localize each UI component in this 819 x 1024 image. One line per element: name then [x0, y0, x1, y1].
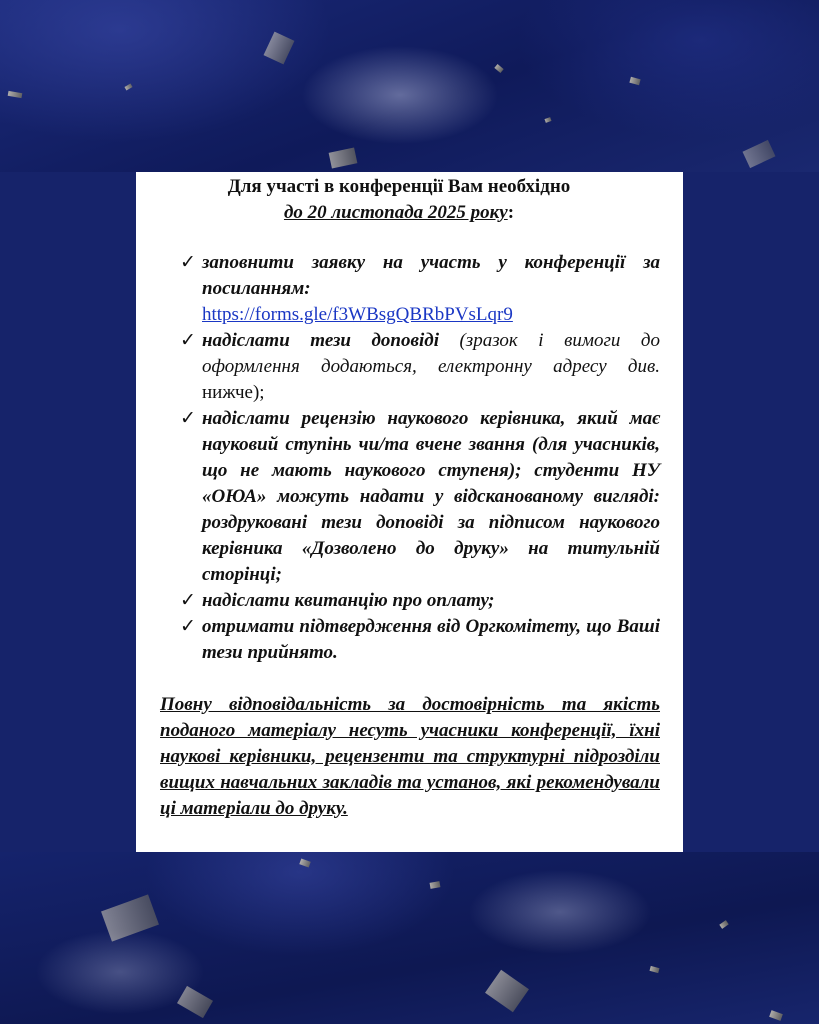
- step-text: заповнити заявку на участь у конференції за посиланням:: [202, 252, 660, 299]
- confetti-decoration: [494, 64, 503, 73]
- registration-form-link[interactable]: https://forms.gle/f3WBsgQBRbPVsLqr9: [202, 304, 513, 325]
- confetti-decoration: [124, 84, 132, 91]
- check-icon: ✓: [180, 408, 196, 429]
- check-icon: ✓: [180, 616, 196, 637]
- deadline-date: до 20 листопада 2025 року: [283, 202, 508, 223]
- confetti-decoration: [430, 881, 441, 889]
- confetti-decoration: [8, 91, 23, 98]
- list-item: [160, 250, 660, 328]
- background-bottom: [0, 852, 819, 1024]
- confetti-decoration: [719, 920, 728, 929]
- confetti-decoration: [650, 966, 660, 973]
- list-item: [160, 588, 660, 614]
- page-title: [160, 174, 660, 226]
- confetti-decoration: [299, 858, 310, 867]
- step-text: надіслати рецензію наукового керівника, який має науковий ступінь чи/та вчене звання (для учасників, що не мають наукового ступеня); студенти НУ «ОЮА» можуть надати у відскан​ованому вигляді: роздруковані тези доповіді за підписом наукового керівника «Дозволено до друку» на титульній сторінці;: [202, 408, 660, 585]
- responsibility-note: Повну відповідальність за достовірність та якість поданого матеріалу несуть учасники конференції, їхні наукові керівники, рецензенти та структурні підрозділи вищих навчальних закладів та установ, які рекомендували ці матеріали до друку.: [160, 694, 660, 819]
- requirements-list: [160, 250, 660, 666]
- confetti-decoration: [101, 894, 159, 941]
- confetti-decoration: [329, 147, 358, 168]
- title-line: Для участі в конференції Вам необхідно: [227, 176, 571, 197]
- confetti-decoration: [629, 77, 640, 85]
- step-text: надіслати тези доповіді: [202, 330, 439, 351]
- step-text: отримати підтвердження від Оргкомітету, що Ваші тези прийнято.: [202, 616, 660, 663]
- list-item: [160, 328, 660, 406]
- check-icon: ✓: [180, 590, 196, 611]
- list-item: [160, 614, 660, 666]
- confetti-decoration: [485, 970, 529, 1012]
- step-text: надіслати квитанцію про оплату;: [202, 590, 495, 611]
- step-note-plain: нижче);: [202, 382, 265, 403]
- background-top: [0, 0, 819, 172]
- info-sheet: [136, 172, 683, 852]
- step-note: (зразок і вимоги до оформлення додаються, електронну адресу див.: [202, 330, 660, 377]
- check-icon: ✓: [180, 330, 196, 351]
- confetti-decoration: [177, 986, 213, 1018]
- confetti-decoration: [264, 32, 295, 65]
- confetti-decoration: [769, 1010, 783, 1021]
- confetti-decoration: [743, 140, 776, 168]
- deadline-line: [160, 200, 638, 226]
- check-icon: ✓: [180, 252, 196, 273]
- info-content: [160, 174, 660, 822]
- deadline-colon: :: [507, 202, 515, 223]
- list-item: [160, 406, 660, 588]
- confetti-decoration: [544, 117, 551, 123]
